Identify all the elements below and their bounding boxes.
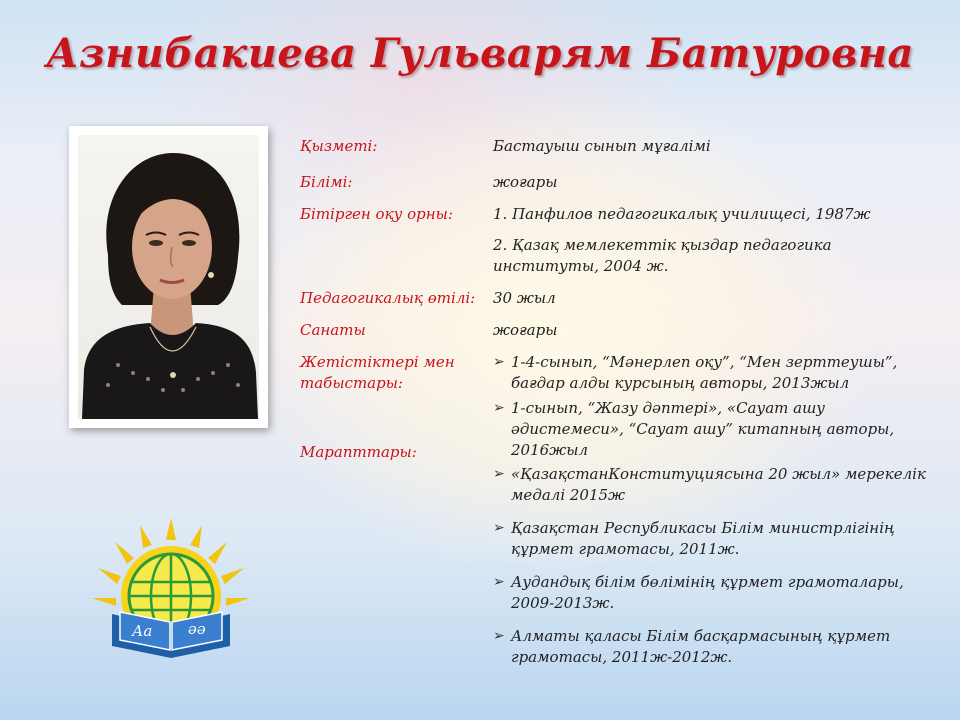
awards-label: Марапттары:: [300, 443, 417, 461]
graduated-label: Бітірген оқу орны:: [300, 205, 453, 223]
achievement-item: ➢ 1-сынып, “Жазу дәптері», «Сауат ашу әдистемеси», “Сауат ашу” китапның авторы, 2016жыл: [493, 399, 895, 459]
achievements-label-2: табыстары:: [300, 374, 403, 392]
achievements-label-1: Жетістіктері мен: [300, 353, 455, 371]
award-item: ➢ Алматы қаласы Білім басқармасының құрмет грамотасы, 2011ж-2012ж.: [493, 627, 891, 666]
graduated-value-2a: 2. Қазақ мемлекеттік қыздар педагогика: [493, 236, 832, 254]
education-value: жоғары: [493, 173, 558, 191]
portrait-illustration: [78, 135, 259, 419]
arrow-bullet-icon: ➢: [493, 400, 505, 416]
category-value: жоғары: [493, 321, 558, 339]
logo-letters-left: Аа: [132, 622, 153, 640]
arrow-bullet-icon: ➢: [493, 354, 505, 370]
logo-letters-right: әә: [188, 620, 206, 638]
experience-label: Педагогикалық өтілі:: [300, 289, 476, 307]
school-logo: [90, 518, 252, 658]
photo-frame: [69, 126, 268, 428]
arrow-bullet-icon: ➢: [493, 520, 505, 536]
graduated-value-1: 1. Панфилов педагогикалық училищесі, 1987ж: [493, 205, 871, 223]
portrait-photo: [78, 135, 259, 419]
graduated-value-2b: институты, 2004 ж.: [493, 257, 669, 275]
sun-globe-book-icon: [90, 518, 252, 658]
position-label: Қызметі:: [300, 137, 378, 155]
arrow-bullet-icon: ➢: [493, 628, 505, 644]
arrow-bullet-icon: ➢: [493, 466, 505, 482]
position-value: Бастауыш сынып мұғалімі: [493, 137, 711, 155]
page-title: Азнибакиева Гульварям Батуровна: [46, 30, 914, 77]
arrow-bullet-icon: ➢: [493, 574, 505, 590]
education-label: Білімі:: [300, 173, 353, 191]
achievement-item: ➢ 1-4-сынып, “Мәнерлеп оқу”, “Мен зерттеушы”, бағдар алды курсының авторы, 2013жыл: [493, 353, 898, 392]
award-item: ➢ «ҚазақстанКонституциясына 20 жыл» мерекелік медалі 2015ж: [493, 465, 926, 504]
award-item: ➢ Аудандық білім бөлімінің құрмет грамоталары, 2009-2013ж.: [493, 573, 904, 612]
category-label: Санаты: [300, 321, 366, 339]
award-item: ➢ Қазақстан Республикасы Білім министрлігінің құрмет грамотасы, 2011ж.: [493, 519, 895, 558]
experience-value: 30 жыл: [493, 289, 556, 307]
info-table: [300, 0, 940, 720]
